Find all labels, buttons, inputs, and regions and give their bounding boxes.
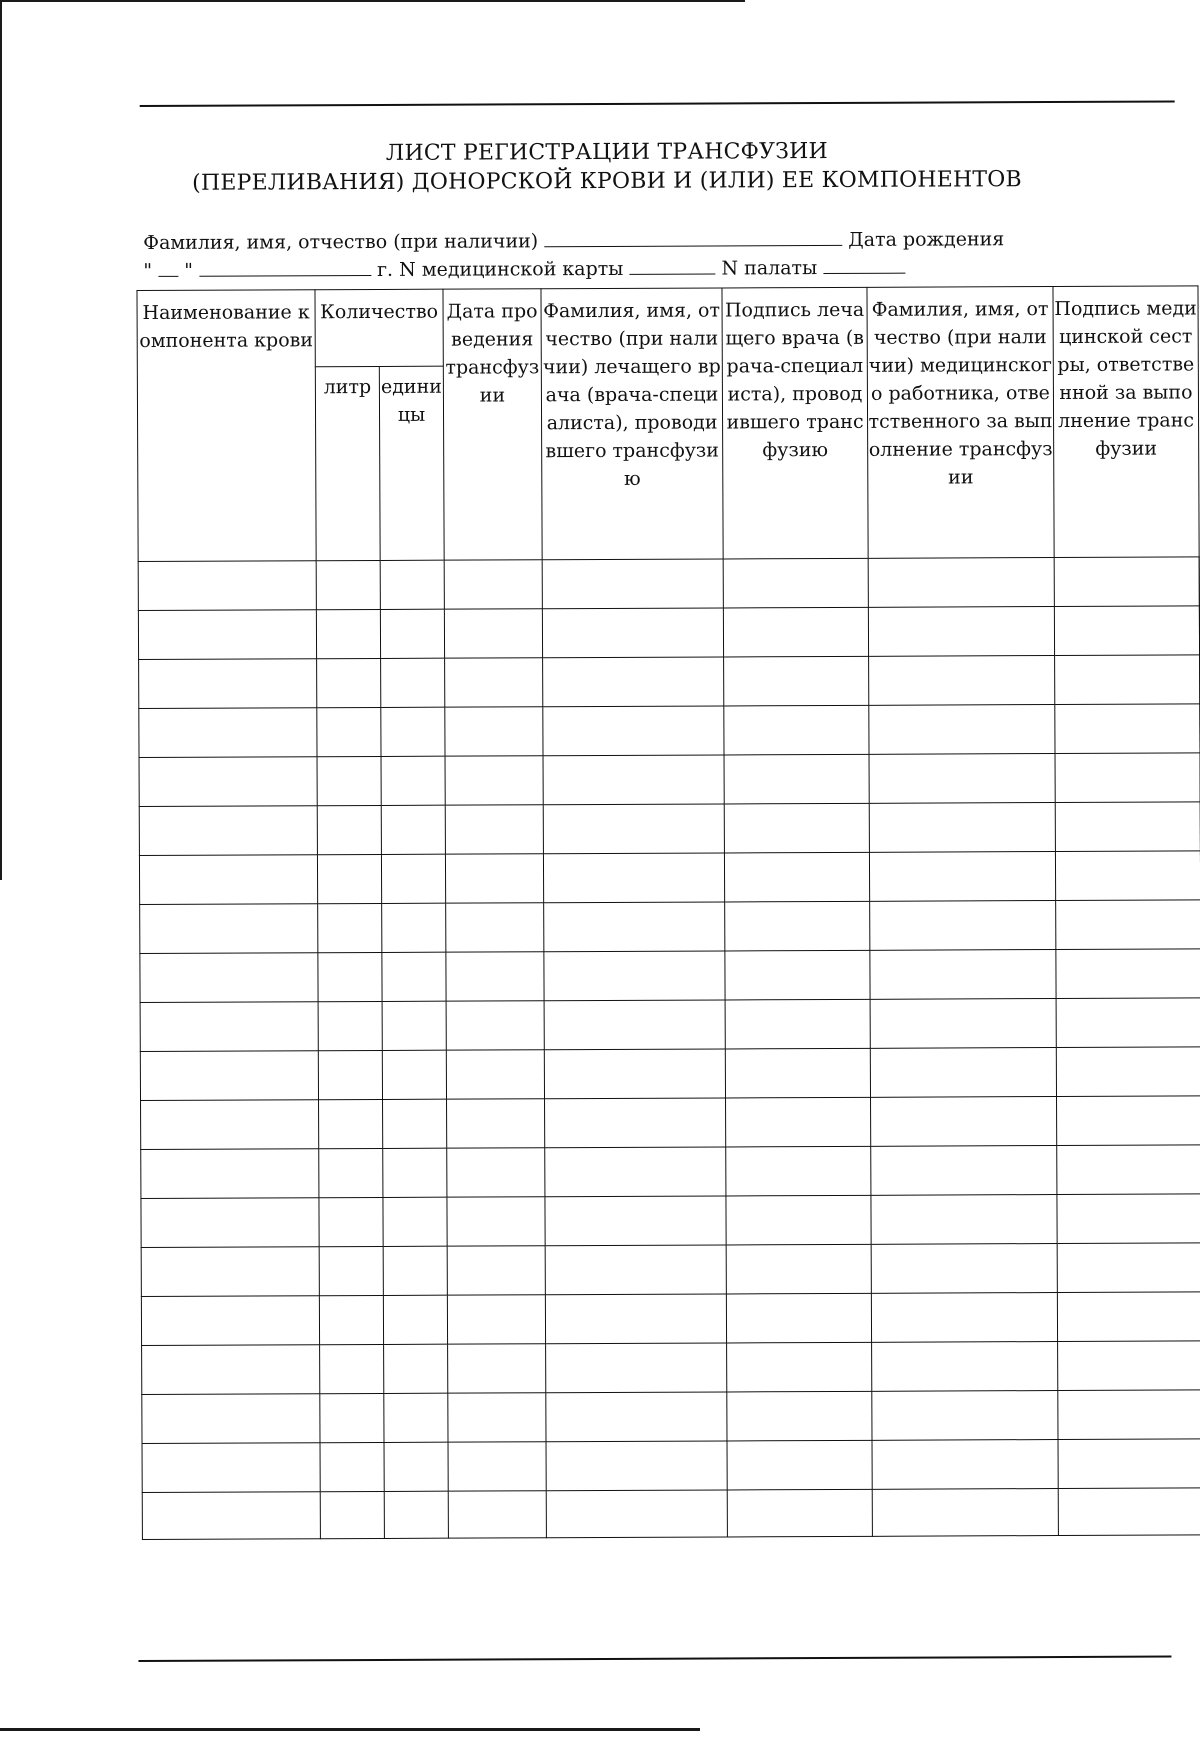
table-row — [141, 1145, 1200, 1199]
header-quantity: Количество — [315, 289, 443, 367]
table-cell[interactable] — [141, 1296, 319, 1346]
table-cell[interactable] — [869, 705, 1055, 755]
table-cell[interactable] — [139, 659, 317, 709]
table-cell[interactable] — [319, 1197, 383, 1246]
table-cell[interactable] — [724, 705, 869, 755]
header-date: Дата проведения трансфузии — [443, 289, 542, 560]
table-cell[interactable] — [447, 1295, 545, 1344]
table-row — [142, 1390, 1200, 1444]
form-title-line-1: ЛИСТ РЕГИСТРАЦИИ ТРАНСФУЗИИ — [137, 136, 1077, 170]
table-cell[interactable] — [317, 756, 381, 805]
table-cell[interactable] — [1056, 949, 1200, 999]
table-cell[interactable] — [1058, 1439, 1200, 1489]
bottom-rule — [138, 1656, 1171, 1663]
table-cell[interactable] — [384, 1442, 448, 1491]
table-cell[interactable] — [381, 805, 445, 854]
table-cell[interactable] — [142, 1443, 320, 1493]
table-cell[interactable] — [1056, 998, 1200, 1048]
table-cell[interactable] — [447, 1148, 545, 1197]
top-rule — [140, 100, 1175, 107]
table-cell[interactable] — [382, 1050, 446, 1099]
table-cell[interactable] — [726, 1293, 871, 1343]
table-cell[interactable] — [447, 1197, 545, 1246]
table-cell[interactable] — [723, 558, 868, 608]
table-cell[interactable] — [726, 1097, 871, 1147]
table-cell[interactable] — [869, 656, 1055, 706]
table-cell[interactable] — [447, 1246, 545, 1295]
table-cell[interactable] — [383, 1099, 447, 1148]
table-cell[interactable] — [383, 1246, 447, 1295]
table-cell[interactable] — [724, 852, 869, 902]
table-cell[interactable] — [140, 1002, 318, 1052]
table-cell[interactable] — [1054, 606, 1199, 656]
table-cell[interactable] — [723, 607, 868, 657]
table-cell[interactable] — [381, 658, 445, 707]
table-row — [141, 1243, 1200, 1297]
table-cell[interactable] — [319, 1246, 383, 1295]
table-cell[interactable] — [544, 951, 725, 1001]
table-cell[interactable] — [871, 1293, 1057, 1343]
table-cell[interactable] — [142, 1394, 320, 1444]
table-cell[interactable] — [871, 1097, 1057, 1147]
table-cell[interactable] — [870, 999, 1056, 1049]
table-cell[interactable] — [545, 1147, 726, 1197]
table-cell[interactable] — [381, 756, 445, 805]
table-cell[interactable] — [318, 952, 382, 1001]
table-cell[interactable] — [319, 1295, 383, 1344]
ward-label: N палаты — [721, 257, 817, 279]
table-cell[interactable] — [320, 1442, 384, 1491]
table-cell[interactable] — [727, 1489, 872, 1537]
form-title-line-2: (ПЕРЕЛИВАНИЯ) ДОНОРСКОЙ КРОВИ И (ИЛИ) ЕЕ КОМПОНЕНТОВ — [137, 165, 1077, 199]
table-cell[interactable] — [1058, 1488, 1200, 1536]
table-cell[interactable] — [727, 1391, 872, 1441]
table-body — [138, 557, 1200, 1540]
header-nurse-signature: Подпись медицинской сестры, ответственной за выполнение трансфузии — [1053, 286, 1199, 558]
table-cell[interactable] — [139, 806, 317, 856]
table-cell[interactable] — [545, 1098, 726, 1148]
table-cell[interactable] — [1056, 1047, 1200, 1097]
table-cell[interactable] — [870, 950, 1056, 1000]
table-cell[interactable] — [544, 902, 725, 952]
table-cell[interactable] — [543, 657, 724, 707]
table-row — [141, 1096, 1200, 1150]
table-cell[interactable] — [317, 707, 381, 756]
table-row — [140, 900, 1200, 954]
table-cell[interactable] — [141, 1247, 319, 1297]
table-cell[interactable] — [725, 901, 870, 951]
table-cell[interactable] — [546, 1392, 727, 1442]
table-cell[interactable] — [380, 560, 444, 609]
date-quote-open: " — [143, 260, 152, 282]
table-cell[interactable] — [869, 754, 1055, 804]
table-cell[interactable] — [142, 1492, 320, 1540]
birth-month-year-field[interactable] — [199, 257, 371, 277]
table-cell[interactable] — [546, 1343, 727, 1393]
table-row — [140, 998, 1200, 1052]
table-cell[interactable] — [320, 1344, 384, 1393]
bottom-scan-edge — [0, 1728, 700, 1731]
table-cell[interactable] — [446, 903, 544, 952]
table-cell[interactable] — [542, 559, 723, 609]
table-cell[interactable] — [869, 852, 1055, 902]
table-cell[interactable] — [139, 855, 317, 905]
table-cell[interactable] — [142, 1345, 320, 1395]
table-row — [142, 1488, 1200, 1540]
table-cell[interactable] — [318, 903, 382, 952]
table-cell[interactable] — [317, 658, 381, 707]
table-cell[interactable] — [1057, 1096, 1200, 1146]
table-cell[interactable] — [380, 609, 444, 658]
table-row — [142, 1439, 1200, 1493]
table-cell[interactable] — [872, 1440, 1058, 1490]
table-row — [139, 802, 1200, 856]
year-suffix: г. — [377, 259, 393, 281]
table-cell[interactable] — [1054, 557, 1199, 607]
table-cell[interactable] — [316, 560, 380, 609]
header-worker-fio: Фамилия, имя, отчество (при наличии) медицинского работника, ответственного за выполнение трансфузии — [867, 287, 1054, 559]
table-cell[interactable] — [448, 1442, 546, 1491]
table-cell[interactable] — [725, 999, 870, 1049]
table-cell[interactable] — [543, 853, 724, 903]
table-cell[interactable] — [140, 953, 318, 1003]
table-cell[interactable] — [868, 607, 1054, 657]
table-cell[interactable] — [384, 1393, 448, 1442]
table-cell[interactable] — [448, 1344, 546, 1393]
table-cell[interactable] — [1058, 1390, 1200, 1440]
table-cell[interactable] — [726, 1146, 871, 1196]
table-cell[interactable] — [445, 707, 543, 756]
patient-name-label: Фамилия, имя, отчество (при наличии) — [143, 230, 538, 254]
table-cell[interactable] — [1056, 900, 1200, 950]
table-cell[interactable] — [446, 952, 544, 1001]
table-cell[interactable] — [726, 1244, 871, 1294]
table-cell[interactable] — [140, 904, 318, 954]
table-cell[interactable] — [871, 1195, 1057, 1245]
table-row — [139, 704, 1200, 758]
table-cell[interactable] — [384, 1344, 448, 1393]
table-cell[interactable] — [383, 1295, 447, 1344]
table-cell[interactable] — [317, 805, 381, 854]
table-cell[interactable] — [724, 754, 869, 804]
table-cell[interactable] — [1057, 1194, 1200, 1244]
table-cell[interactable] — [871, 1146, 1057, 1196]
table-cell[interactable] — [724, 803, 869, 853]
table-cell[interactable] — [543, 706, 724, 756]
table-cell[interactable] — [318, 1001, 382, 1050]
table-cell[interactable] — [384, 1491, 448, 1538]
table-cell[interactable] — [383, 1197, 447, 1246]
table-cell[interactable] — [448, 1491, 546, 1538]
table-cell[interactable] — [446, 1050, 544, 1099]
table-cell[interactable] — [546, 1441, 727, 1491]
table-cell[interactable] — [725, 1048, 870, 1098]
table-cell[interactable] — [320, 1491, 384, 1538]
table-cell[interactable] — [542, 608, 723, 658]
table-cell[interactable] — [724, 656, 869, 706]
header-component: Наименование компонента крови — [137, 290, 316, 562]
table-cell[interactable] — [1057, 1243, 1200, 1293]
table-cell[interactable] — [141, 1149, 319, 1199]
table-cell[interactable] — [545, 1196, 726, 1246]
table-cell[interactable] — [872, 1391, 1058, 1441]
table-row — [139, 753, 1200, 807]
table-row — [139, 851, 1200, 905]
transfusion-table — [136, 285, 1200, 1540]
table-cell[interactable] — [383, 1148, 447, 1197]
table-cell[interactable] — [445, 756, 543, 805]
patient-name-field[interactable] — [544, 227, 842, 247]
table-cell[interactable] — [445, 854, 543, 903]
table-cell[interactable] — [1055, 704, 1200, 754]
med-card-label: N медицинской карты — [399, 258, 623, 281]
table-cell[interactable] — [543, 755, 724, 805]
table-cell[interactable] — [319, 1148, 383, 1197]
table-cell[interactable] — [546, 1490, 727, 1538]
table-row — [140, 949, 1200, 1003]
table-cell[interactable] — [141, 1198, 319, 1248]
table-cell[interactable] — [868, 558, 1054, 608]
table-cell[interactable] — [141, 1100, 319, 1150]
record-details-row — [143, 255, 905, 282]
table-cell[interactable] — [544, 1049, 725, 1099]
header-doctor-signature: Подпись лечащего врача (врача-специалиста), проводившего трансфузию — [722, 287, 868, 559]
table-row — [140, 1047, 1200, 1101]
top-scan-edge — [0, 0, 745, 2]
table-cell[interactable] — [320, 1393, 384, 1442]
table-cell[interactable] — [1055, 802, 1200, 852]
table-cell[interactable] — [444, 609, 542, 658]
table-cell[interactable] — [381, 854, 445, 903]
table-cell[interactable] — [727, 1342, 872, 1392]
table-cell[interactable] — [872, 1489, 1058, 1537]
table-cell[interactable] — [447, 1099, 545, 1148]
table-cell[interactable] — [727, 1440, 872, 1490]
header-liter: литр — [315, 366, 380, 560]
table-cell[interactable] — [138, 561, 316, 611]
table-cell[interactable] — [726, 1195, 871, 1245]
table-cell[interactable] — [382, 1001, 446, 1050]
table-cell[interactable] — [1055, 753, 1200, 803]
table-cell[interactable] — [725, 950, 870, 1000]
table-cell[interactable] — [318, 1050, 382, 1099]
table-cell[interactable] — [872, 1342, 1058, 1392]
med-card-field[interactable] — [629, 255, 715, 274]
table-cell[interactable] — [544, 1000, 725, 1050]
table-cell[interactable] — [319, 1099, 383, 1148]
table-cell[interactable] — [317, 854, 381, 903]
table-cell[interactable] — [446, 1001, 544, 1050]
table-cell[interactable] — [870, 1048, 1056, 1098]
date-quote-close: " — [184, 260, 193, 282]
table-cell[interactable] — [1055, 851, 1200, 901]
birth-date-label: Дата рождения — [848, 228, 1004, 251]
table-cell[interactable] — [543, 804, 724, 854]
table-cell[interactable] — [1058, 1341, 1200, 1391]
table-cell[interactable] — [139, 708, 317, 758]
table-row — [141, 1194, 1200, 1248]
table-row — [138, 557, 1199, 611]
table-cell[interactable] — [1057, 1145, 1200, 1195]
table-cell[interactable] — [382, 952, 446, 1001]
table-cell[interactable] — [445, 658, 543, 707]
table-cell[interactable] — [1057, 1292, 1200, 1342]
table-cell[interactable] — [1055, 655, 1200, 705]
table-cell[interactable] — [382, 903, 446, 952]
table-cell[interactable] — [445, 805, 543, 854]
table-row — [142, 1341, 1200, 1395]
table-cell[interactable] — [871, 1244, 1057, 1294]
header-units: единицы — [379, 366, 444, 560]
ward-field[interactable] — [823, 255, 905, 274]
table-cell[interactable] — [869, 803, 1055, 853]
table-cell[interactable] — [381, 707, 445, 756]
table-row — [138, 606, 1199, 660]
table-cell[interactable] — [870, 901, 1056, 951]
table-cell[interactable] — [444, 560, 542, 609]
left-scan-edge — [0, 0, 2, 880]
table-cell[interactable] — [545, 1245, 726, 1295]
header-doctor-fio: Фамилия, имя, отчество (при наличии) лечащего врача (врача-специалиста), проводившего трансфузию — [541, 288, 723, 560]
table-cell[interactable] — [316, 609, 380, 658]
table-cell[interactable] — [545, 1294, 726, 1344]
table-row — [141, 1292, 1200, 1346]
table-row — [139, 655, 1200, 709]
patient-name-row — [143, 226, 1004, 254]
birth-day-field[interactable] — [158, 258, 178, 277]
table-cell[interactable] — [448, 1393, 546, 1442]
table-cell[interactable] — [139, 757, 317, 807]
table-cell[interactable] — [140, 1051, 318, 1101]
table-cell[interactable] — [138, 610, 316, 660]
